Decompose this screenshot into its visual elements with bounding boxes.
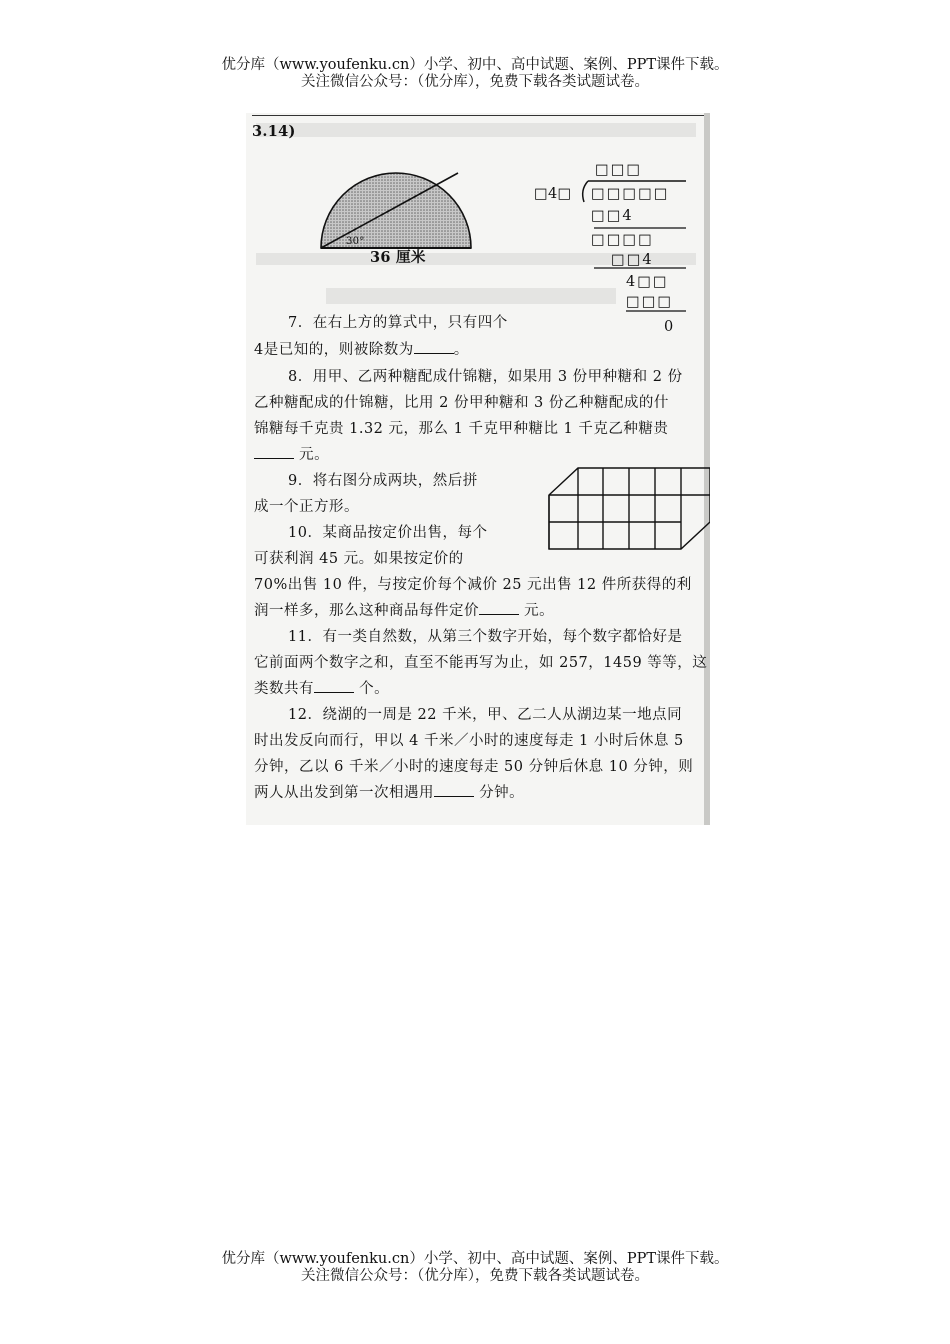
problem-8-line-4: 元。 (254, 443, 329, 464)
page-header (0, 57, 950, 91)
division-step-1: □□4 (591, 208, 634, 224)
header-line-1: 优分库（www.youfenku.cn）小学、初中、高中试题、案例、PPT课件下载。 (221, 57, 729, 73)
problem-12-line-2: 时出发反向而行，甲以 4 千米／小时的速度每走 1 小时后休息 5 (254, 733, 684, 749)
dividend-boxes: □□□□□ (591, 186, 670, 202)
division-step-4: 4□□ (626, 274, 669, 290)
diameter-label: 36 厘米 (370, 249, 426, 266)
header-line-2: 关注微信公众号：（优分库），免费下载各类试题试卷。 (301, 74, 649, 90)
scan-top-rule (252, 115, 704, 116)
answer-blank (254, 446, 294, 459)
problem-12-line-1: 12．绕湖的一周是 22 千米，甲、乙二人从湖边某一地点同 (288, 707, 683, 723)
problem-9-line-1: 9．将右图分成两块，然后拼 (288, 473, 478, 489)
pi-note: 3.14) (252, 123, 296, 140)
problem-12-line-4: 两人从出发到第一次相遇用 分钟。 (254, 785, 525, 801)
answer-blank (434, 784, 474, 797)
problem-9-line-2: 成一个正方形。 (254, 499, 359, 515)
quotient-boxes: □□□ (595, 162, 643, 178)
problem-12-line-3: 分钟，乙以 6 千米／小时的速度每走 50 分钟后休息 10 分钟，则 (254, 759, 694, 775)
problem-11-line-3: 类数共有 个。 (254, 681, 390, 697)
page-footer (0, 1251, 950, 1285)
division-step-3: □□4 (611, 252, 654, 268)
division-step-2: □□□□ (591, 232, 654, 248)
problem-8-line-2: 乙种糖配成的什锦糖，比用 2 份甲种糖和 3 份乙种糖配成的什 (254, 395, 669, 411)
semicircle-figure (306, 143, 506, 253)
answer-blank (414, 341, 454, 354)
problem-10-line-3: 70%出售 10 件，与按定价每个减价 25 元出售 12 件所获得的利 (254, 577, 692, 593)
footer-line-1: 优分库（www.youfenku.cn）小学、初中、高中试题、案例、PPT课件下载。 (221, 1251, 729, 1267)
problem-11-line-2: 它前面两个数字之和，直至不能再写为止，如 257，1459 等等，这 (254, 655, 708, 671)
bleed-through (326, 288, 616, 304)
problem-8-line-3: 锦糖每千克贵 1.32 元，那么 1 千克甲种糖比 1 千克乙种糖贵 (254, 421, 669, 437)
bleed-through (256, 123, 696, 137)
problem-10-line-1: 10．某商品按定价出售，每个 (288, 525, 488, 541)
scanned-page (246, 113, 710, 825)
answer-blank (314, 680, 354, 693)
answer-blank (479, 602, 519, 615)
problem-7-line-2: 4是已知的，则被除数为 。 (254, 342, 469, 358)
divisor-boxes: □4□ (534, 186, 572, 202)
footer-line-2: 关注微信公众号：（优分库），免费下载各类试题试卷。 (301, 1268, 649, 1284)
problem-11-line-1: 11．有一类自然数，从第三个数字开始，每个数字都恰好是 (288, 629, 683, 645)
division-step-5: □□□ (626, 294, 674, 310)
problem-8-line-1: 8．用甲、乙两种糖配成什锦糖，如果用 3 份甲种糖和 2 份 (288, 369, 683, 385)
problem-10-line-4: 润一样多，那么这种商品每件定价 元。 (254, 603, 555, 619)
problem-10-line-2: 可获利润 45 元。如果按定价的 (254, 551, 464, 567)
division-remainder: 0 (664, 319, 674, 335)
problem-7-line-1: 7．在右上方的算式中，只有四个 (288, 315, 508, 331)
angle-label: 30° (346, 236, 365, 247)
parallelogram-grid-figure (546, 465, 710, 555)
